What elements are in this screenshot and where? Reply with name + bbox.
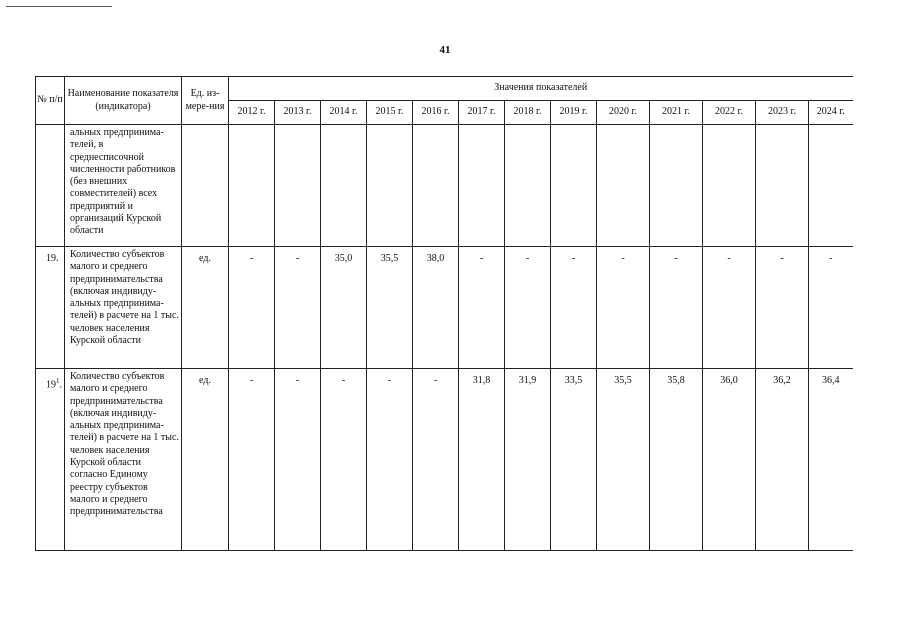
header-year: 2019 г. xyxy=(551,101,597,125)
row-number xyxy=(36,125,65,247)
indicator-value: - xyxy=(809,247,853,369)
page-number: 41 xyxy=(439,44,451,56)
header-name: Наименование показателя (индикатора) xyxy=(65,77,182,125)
header-values-group: Значения показателей xyxy=(229,77,853,101)
indicator-value: - xyxy=(551,247,597,369)
indicator-value: - xyxy=(597,247,650,369)
indicator-name: альных предпринима-телей, в среднесписочной численности работников (без внешних совместителей) всех предприятий и организаций Курской области xyxy=(65,125,182,247)
indicator-value xyxy=(229,125,275,247)
unit: ед. xyxy=(182,369,229,551)
indicator-value: - xyxy=(505,247,551,369)
indicator-value: - xyxy=(650,247,703,369)
header-year: 2016 г. xyxy=(413,101,459,125)
header-year: 2015 г. xyxy=(367,101,413,125)
indicator-value xyxy=(505,125,551,247)
indicator-value: - xyxy=(413,369,459,551)
indicator-value: 35,5 xyxy=(597,369,650,551)
indicator-value: 36,4 xyxy=(809,369,853,551)
indicator-value: 33,5 xyxy=(551,369,597,551)
header-unit: Ед. из-мере-ния xyxy=(182,77,229,125)
header-year: 2013 г. xyxy=(275,101,321,125)
header-year: 2014 г. xyxy=(321,101,367,125)
indicator-value: 38,0 xyxy=(413,247,459,369)
indicator-value: - xyxy=(321,369,367,551)
indicator-value xyxy=(809,125,853,247)
indicator-value xyxy=(551,125,597,247)
unit: ед. xyxy=(182,247,229,369)
header-year: 2022 г. xyxy=(703,101,756,125)
indicator-value: 35,8 xyxy=(650,369,703,551)
row-number: 19. xyxy=(36,247,65,369)
indicator-value xyxy=(321,125,367,247)
indicator-value: 35,5 xyxy=(367,247,413,369)
header-year: 2024 г. xyxy=(809,101,853,125)
indicator-value: - xyxy=(229,369,275,551)
indicator-value: 31,9 xyxy=(505,369,551,551)
indicator-value: 36,2 xyxy=(756,369,809,551)
indicator-value: 35,0 xyxy=(321,247,367,369)
table-body xyxy=(36,125,853,551)
table-row xyxy=(36,247,853,369)
indicator-value: 36,0 xyxy=(703,369,756,551)
indicator-name: Количество субъектов малого и среднего предпринимательства (включая индивиду-альных предпринима-телей) в расчете на 1 тыс. человек населения Курской области согласно Единому реестру субъектов малого и среднего предпринимательства xyxy=(65,369,182,551)
indicator-value xyxy=(703,125,756,247)
indicator-value xyxy=(459,125,505,247)
indicator-value xyxy=(597,125,650,247)
indicator-value: - xyxy=(756,247,809,369)
indicator-value: - xyxy=(367,369,413,551)
indicator-value: 31,8 xyxy=(459,369,505,551)
indicator-value: - xyxy=(703,247,756,369)
indicator-value xyxy=(275,125,321,247)
header-num: № п/п xyxy=(36,77,65,125)
indicator-value xyxy=(367,125,413,247)
indicator-value: - xyxy=(275,247,321,369)
header-year: 2012 г. xyxy=(229,101,275,125)
header-year: 2018 г. xyxy=(505,101,551,125)
indicator-value: - xyxy=(459,247,505,369)
row-number: $19^1$. xyxy=(36,369,65,551)
header-year: 2021 г. xyxy=(650,101,703,125)
header-year: 2017 г. xyxy=(459,101,505,125)
indicator-value: - xyxy=(275,369,321,551)
unit xyxy=(182,125,229,247)
header-year: 2023 г. xyxy=(756,101,809,125)
header-year: 2020 г. xyxy=(597,101,650,125)
indicator-value xyxy=(650,125,703,247)
table-row xyxy=(36,369,853,551)
indicator-name: Количество субъектов малого и среднего предпринимательства (включая индивиду-альных предпринима-телей) в расчете на 1 тыс. человек населения Курской области xyxy=(65,247,182,369)
indicator-value: - xyxy=(229,247,275,369)
indicator-value xyxy=(756,125,809,247)
indicator-value xyxy=(413,125,459,247)
table-row xyxy=(36,125,853,247)
indicators-table xyxy=(35,76,853,551)
top-rule xyxy=(6,6,112,7)
